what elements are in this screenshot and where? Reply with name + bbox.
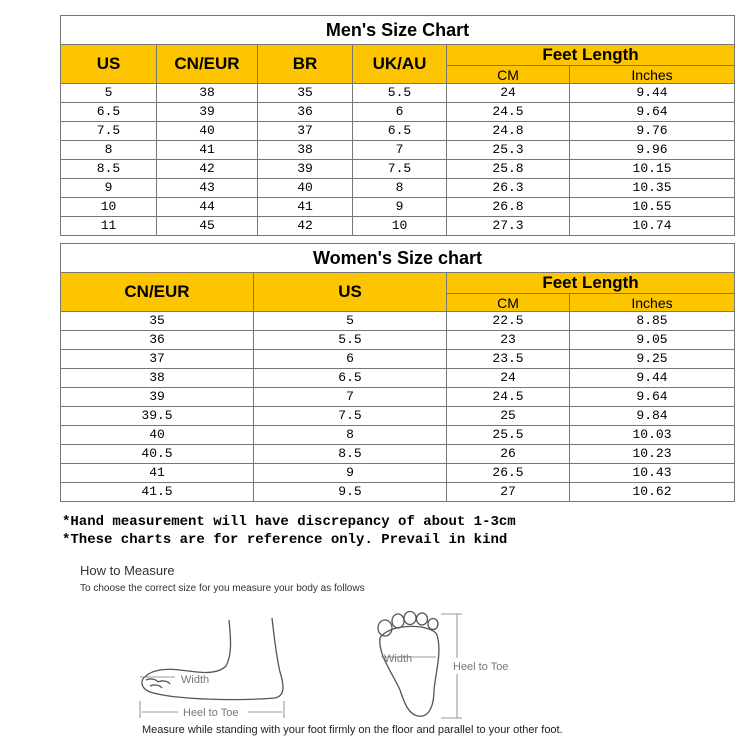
table-cell: 6.5 (353, 122, 447, 141)
table-cell: 39 (157, 103, 258, 122)
table-cell: 8 (254, 426, 447, 445)
table-cell: 24.8 (447, 122, 570, 141)
table-cell: 22.5 (447, 312, 570, 331)
table-cell: 9.44 (570, 84, 735, 103)
table-cell: 9.96 (570, 141, 735, 160)
table-cell: 9 (254, 464, 447, 483)
table-row (61, 312, 735, 331)
table-cell: 9.44 (570, 369, 735, 388)
table-cell: 39 (61, 388, 254, 407)
table-cell: 38 (157, 84, 258, 103)
table-cell: 24 (447, 84, 570, 103)
table-cell: 7.5 (353, 160, 447, 179)
table-cell: 40 (258, 179, 353, 198)
table-cell: 24.5 (447, 388, 570, 407)
table-cell: 38 (61, 369, 254, 388)
table-cell: 7.5 (254, 407, 447, 426)
table-cell: 9.64 (570, 388, 735, 407)
womens-header-feet-length: Feet Length (447, 273, 735, 294)
table-cell: 9.76 (570, 122, 735, 141)
table-cell: 26.8 (447, 198, 570, 217)
table-cell: 8.5 (61, 160, 157, 179)
table-row (61, 445, 735, 464)
table-cell: 9.84 (570, 407, 735, 426)
mens-header-cm: CM (447, 66, 570, 84)
table-cell: 36 (61, 331, 254, 350)
table-cell: 8.85 (570, 312, 735, 331)
table-cell: 23 (447, 331, 570, 350)
womens-header-inches: Inches (570, 294, 735, 312)
measure-diagram (0, 600, 750, 725)
womens-table-body (61, 312, 735, 502)
table-row (61, 198, 735, 217)
table-cell: 8 (61, 141, 157, 160)
table-row (61, 103, 735, 122)
table-cell: 10 (353, 217, 447, 236)
womens-header-cm: CM (447, 294, 570, 312)
table-cell: 42 (157, 160, 258, 179)
womens-chart-title: Women's Size chart (61, 244, 735, 273)
table-cell: 44 (157, 198, 258, 217)
table-row (61, 217, 735, 236)
womens-size-chart (60, 243, 735, 502)
table-cell: 10.43 (570, 464, 735, 483)
table-cell: 42 (258, 217, 353, 236)
mens-header-feet-length: Feet Length (447, 45, 735, 66)
table-cell: 5 (254, 312, 447, 331)
table-cell: 41 (157, 141, 258, 160)
table-row (61, 160, 735, 179)
table-cell: 25.5 (447, 426, 570, 445)
side-foot-icon (142, 618, 283, 700)
table-cell: 10.62 (570, 483, 735, 502)
side-heel-label: Heel to Toe (183, 707, 239, 719)
table-cell: 8.5 (254, 445, 447, 464)
table-cell: 5.5 (254, 331, 447, 350)
table-cell: 10.55 (570, 198, 735, 217)
mens-header-us: US (61, 45, 157, 84)
table-cell: 23.5 (447, 350, 570, 369)
table-cell: 45 (157, 217, 258, 236)
table-cell: 10.03 (570, 426, 735, 445)
table-cell: 40 (61, 426, 254, 445)
table-cell: 43 (157, 179, 258, 198)
table-cell: 25 (447, 407, 570, 426)
table-cell: 10.15 (570, 160, 735, 179)
table-cell: 6.5 (254, 369, 447, 388)
table-cell: 41 (258, 198, 353, 217)
table-row (61, 369, 735, 388)
how-to-measure-title: How to Measure (80, 563, 175, 578)
womens-header-cn-eur: CN/EUR (61, 273, 254, 312)
table-cell: 24.5 (447, 103, 570, 122)
table-cell: 9.5 (254, 483, 447, 502)
table-cell: 27.3 (447, 217, 570, 236)
table-row (61, 122, 735, 141)
table-row (61, 84, 735, 103)
table-cell: 40 (157, 122, 258, 141)
table-cell: 26.5 (447, 464, 570, 483)
table-row (61, 483, 735, 502)
table-cell: 5.5 (353, 84, 447, 103)
table-cell: 35 (258, 84, 353, 103)
table-cell: 26.3 (447, 179, 570, 198)
table-cell: 39 (258, 160, 353, 179)
mens-header-br: BR (258, 45, 353, 84)
notes (62, 513, 516, 549)
table-cell: 11 (61, 217, 157, 236)
table-cell: 9.05 (570, 331, 735, 350)
note-line: *These charts are for reference only. Prevail in kind (62, 532, 508, 548)
table-cell: 38 (258, 141, 353, 160)
table-cell: 6 (353, 103, 447, 122)
table-cell: 9 (353, 198, 447, 217)
mens-header-uk-au: UK/AU (353, 45, 447, 84)
table-row (61, 388, 735, 407)
table-row (61, 426, 735, 445)
table-cell: 7.5 (61, 122, 157, 141)
mens-table-body (61, 84, 735, 236)
table-row (61, 464, 735, 483)
measure-caption: Measure while standing with your foot firmly on the floor and parallel to your other foot. (142, 724, 563, 736)
table-row (61, 350, 735, 369)
table-cell: 40.5 (61, 445, 254, 464)
table-cell: 9 (61, 179, 157, 198)
table-cell: 39.5 (61, 407, 254, 426)
table-cell: 36 (258, 103, 353, 122)
table-cell: 10.35 (570, 179, 735, 198)
table-cell: 27 (447, 483, 570, 502)
table-cell: 10.23 (570, 445, 735, 464)
how-to-measure-subtitle: To choose the correct size for you measure your body as follows (80, 583, 365, 594)
table-cell: 41 (61, 464, 254, 483)
mens-header-cn-eur: CN/EUR (157, 45, 258, 84)
table-row (61, 331, 735, 350)
table-cell: 10 (61, 198, 157, 217)
table-cell: 25.3 (447, 141, 570, 160)
table-cell: 6 (254, 350, 447, 369)
table-cell: 37 (258, 122, 353, 141)
mens-header-inches: Inches (570, 66, 735, 84)
table-cell: 35 (61, 312, 254, 331)
table-row (61, 407, 735, 426)
table-row (61, 141, 735, 160)
top-heel-label: Heel to Toe (453, 661, 509, 673)
table-cell: 9.64 (570, 103, 735, 122)
table-cell: 7 (254, 388, 447, 407)
table-cell: 37 (61, 350, 254, 369)
note-line: *Hand measurement will have discrepancy of about 1-3cm (62, 514, 516, 530)
womens-header-us: US (254, 273, 447, 312)
table-cell: 26 (447, 445, 570, 464)
table-row (61, 179, 735, 198)
mens-size-chart (60, 15, 735, 236)
table-cell: 7 (353, 141, 447, 160)
table-cell: 8 (353, 179, 447, 198)
table-cell: 41.5 (61, 483, 254, 502)
table-cell: 24 (447, 369, 570, 388)
table-cell: 10.74 (570, 217, 735, 236)
table-cell: 6.5 (61, 103, 157, 122)
table-cell: 25.8 (447, 160, 570, 179)
top-width-label: Width (384, 653, 413, 665)
table-cell: 9.25 (570, 350, 735, 369)
table-cell: 5 (61, 84, 157, 103)
mens-chart-title: Men's Size Chart (61, 16, 735, 45)
side-width-label: Width (181, 674, 210, 686)
